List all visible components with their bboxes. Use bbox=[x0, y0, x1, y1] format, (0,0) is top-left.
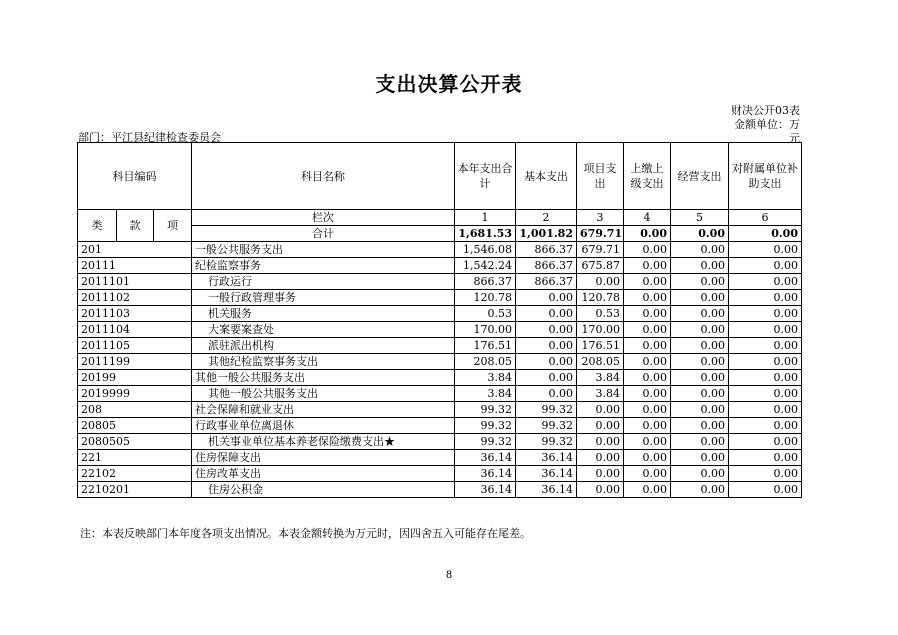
row-subsidy: 0.00 bbox=[729, 434, 802, 450]
row-code: 2011104 bbox=[78, 322, 192, 338]
col-num-4: 4 bbox=[624, 210, 671, 226]
row-subsidy: 0.00 bbox=[729, 306, 802, 322]
row-project: 0.00 bbox=[577, 482, 624, 498]
row-upper: 0.00 bbox=[624, 290, 671, 306]
row-business: 0.00 bbox=[671, 322, 729, 338]
row-subsidy: 0.00 bbox=[729, 370, 802, 386]
table-row bbox=[78, 418, 802, 434]
table-row bbox=[78, 338, 802, 354]
table-row bbox=[78, 402, 802, 418]
row-code: 2011199 bbox=[78, 354, 192, 370]
row-project: 3.84 bbox=[577, 386, 624, 402]
row-code: 2011101 bbox=[78, 274, 192, 290]
row-subsidy: 0.00 bbox=[729, 386, 802, 402]
row-project: 208.05 bbox=[577, 354, 624, 370]
row-total: 3.84 bbox=[455, 386, 516, 402]
table-row bbox=[78, 466, 802, 482]
row-basic: 0.00 bbox=[516, 370, 577, 386]
header-xiang: 项 bbox=[154, 210, 192, 242]
row-upper: 0.00 bbox=[624, 482, 671, 498]
row-total: 36.14 bbox=[455, 450, 516, 466]
department-label: 部门：平江县纪律检查委员会 bbox=[78, 131, 221, 144]
row-upper: 0.00 bbox=[624, 450, 671, 466]
row-upper: 0.00 bbox=[624, 258, 671, 274]
row-project: 0.53 bbox=[577, 306, 624, 322]
row-project: 0.00 bbox=[577, 274, 624, 290]
col-num-2: 2 bbox=[516, 210, 577, 226]
row-upper: 0.00 bbox=[624, 386, 671, 402]
header-subsidy: 对附属单位补助支出 bbox=[729, 143, 802, 210]
header-basic: 基本支出 bbox=[516, 143, 577, 210]
row-subsidy: 0.00 bbox=[729, 482, 802, 498]
row-basic: 99.32 bbox=[516, 434, 577, 450]
row-code: 20805 bbox=[78, 418, 192, 434]
row-upper: 0.00 bbox=[624, 338, 671, 354]
row-upper: 0.00 bbox=[624, 306, 671, 322]
row-subsidy: 0.00 bbox=[729, 402, 802, 418]
row-subsidy: 0.00 bbox=[729, 290, 802, 306]
table-row bbox=[78, 274, 802, 290]
row-name: 社会保障和就业支出 bbox=[192, 402, 455, 418]
row-business: 0.00 bbox=[671, 386, 729, 402]
row-total: 3.84 bbox=[455, 370, 516, 386]
row-subsidy: 0.00 bbox=[729, 450, 802, 466]
row-total: 99.32 bbox=[455, 434, 516, 450]
header-total: 本年支出合计 bbox=[455, 143, 516, 210]
unit-label: 金额单位：万 bbox=[734, 118, 800, 131]
row-total: 170.00 bbox=[455, 322, 516, 338]
row-basic: 36.14 bbox=[516, 450, 577, 466]
row-business: 0.00 bbox=[671, 306, 729, 322]
header-code: 科目编码 bbox=[78, 143, 192, 210]
unit-label-cont: 元 bbox=[789, 132, 800, 145]
row-business: 0.00 bbox=[671, 338, 729, 354]
row-business: 0.00 bbox=[671, 370, 729, 386]
row-code: 2011102 bbox=[78, 290, 192, 306]
row-business: 0.00 bbox=[671, 450, 729, 466]
row-upper: 0.00 bbox=[624, 434, 671, 450]
row-subsidy: 0.00 bbox=[729, 466, 802, 482]
expenditure-table bbox=[77, 142, 802, 498]
row-total: 36.14 bbox=[455, 482, 516, 498]
row-name: 其他一般公共服务支出 bbox=[192, 370, 455, 386]
total-basic: 1,001.82 bbox=[516, 226, 577, 242]
header-project: 项目支出 bbox=[577, 143, 624, 210]
row-basic: 0.00 bbox=[516, 290, 577, 306]
row-name: 住房保障支出 bbox=[192, 450, 455, 466]
row-code: 2080505 bbox=[78, 434, 192, 450]
row-basic: 866.37 bbox=[516, 258, 577, 274]
row-project: 0.00 bbox=[577, 466, 624, 482]
row-project: 679.71 bbox=[577, 242, 624, 258]
row-total: 1,542.24 bbox=[455, 258, 516, 274]
row-name: 纪检监察事务 bbox=[192, 258, 455, 274]
row-business: 0.00 bbox=[671, 434, 729, 450]
row-basic: 99.32 bbox=[516, 418, 577, 434]
row-project: 0.00 bbox=[577, 402, 624, 418]
row-subsidy: 0.00 bbox=[729, 242, 802, 258]
row-basic: 0.00 bbox=[516, 386, 577, 402]
row-total: 1,546.08 bbox=[455, 242, 516, 258]
row-business: 0.00 bbox=[671, 402, 729, 418]
row-business: 0.00 bbox=[671, 482, 729, 498]
col-num-6: 6 bbox=[729, 210, 802, 226]
total-label: 合计 bbox=[192, 226, 455, 242]
row-business: 0.00 bbox=[671, 418, 729, 434]
lanci-label: 栏次 bbox=[192, 210, 455, 226]
row-business: 0.00 bbox=[671, 466, 729, 482]
row-code: 22102 bbox=[78, 466, 192, 482]
row-upper: 0.00 bbox=[624, 418, 671, 434]
row-name: 其他一般公共服务支出 bbox=[192, 386, 455, 402]
row-basic: 0.00 bbox=[516, 306, 577, 322]
table-row bbox=[78, 370, 802, 386]
total-business: 0.00 bbox=[671, 226, 729, 242]
row-name: 行政运行 bbox=[192, 274, 455, 290]
page-title: 支出决算公开表 bbox=[375, 72, 523, 96]
row-code: 2011105 bbox=[78, 338, 192, 354]
row-upper: 0.00 bbox=[624, 242, 671, 258]
row-code: 20111 bbox=[78, 258, 192, 274]
row-total: 99.32 bbox=[455, 418, 516, 434]
row-business: 0.00 bbox=[671, 354, 729, 370]
row-name: 住房公积金 bbox=[192, 482, 455, 498]
row-basic: 36.14 bbox=[516, 466, 577, 482]
row-code: 2210201 bbox=[78, 482, 192, 498]
row-project: 170.00 bbox=[577, 322, 624, 338]
row-code: 201 bbox=[78, 242, 192, 258]
row-total: 208.05 bbox=[455, 354, 516, 370]
table-row bbox=[78, 482, 802, 498]
row-project: 0.00 bbox=[577, 418, 624, 434]
row-code: 20199 bbox=[78, 370, 192, 386]
row-basic: 866.37 bbox=[516, 242, 577, 258]
row-total: 99.32 bbox=[455, 402, 516, 418]
header-business: 经营支出 bbox=[671, 143, 729, 210]
row-name: 一般公共服务支出 bbox=[192, 242, 455, 258]
footnote: 注：本表反映部门本年度各项支出情况。本表金额转换为万元时，因四舍五入可能存在尾差。 bbox=[80, 527, 531, 540]
row-code: 2019999 bbox=[78, 386, 192, 402]
row-upper: 0.00 bbox=[624, 370, 671, 386]
col-num-1: 1 bbox=[455, 210, 516, 226]
header-upper: 上缴上级支出 bbox=[624, 143, 671, 210]
row-name: 机关服务 bbox=[192, 306, 455, 322]
col-num-5: 5 bbox=[671, 210, 729, 226]
table-row bbox=[78, 258, 802, 274]
row-name: 派驻派出机构 bbox=[192, 338, 455, 354]
table-code: 财决公开03表 bbox=[731, 104, 800, 117]
row-business: 0.00 bbox=[671, 274, 729, 290]
row-subsidy: 0.00 bbox=[729, 258, 802, 274]
row-project: 120.78 bbox=[577, 290, 624, 306]
total-subsidy: 0.00 bbox=[729, 226, 802, 242]
lanci-row bbox=[78, 210, 802, 226]
table-row bbox=[78, 354, 802, 370]
row-total: 866.37 bbox=[455, 274, 516, 290]
row-code: 208 bbox=[78, 402, 192, 418]
row-code: 2011103 bbox=[78, 306, 192, 322]
row-basic: 36.14 bbox=[516, 482, 577, 498]
row-upper: 0.00 bbox=[624, 354, 671, 370]
row-basic: 0.00 bbox=[516, 354, 577, 370]
row-upper: 0.00 bbox=[624, 322, 671, 338]
total-total: 1,681.53 bbox=[455, 226, 516, 242]
row-total: 36.14 bbox=[455, 466, 516, 482]
row-name: 其他纪检监察事务支出 bbox=[192, 354, 455, 370]
row-name: 住房改革支出 bbox=[192, 466, 455, 482]
page-number: 8 bbox=[445, 570, 453, 581]
row-upper: 0.00 bbox=[624, 274, 671, 290]
row-code: 221 bbox=[78, 450, 192, 466]
header-kuan: 款 bbox=[117, 210, 154, 242]
row-total: 176.51 bbox=[455, 338, 516, 354]
row-project: 3.84 bbox=[577, 370, 624, 386]
row-total: 120.78 bbox=[455, 290, 516, 306]
table-row bbox=[78, 290, 802, 306]
row-subsidy: 0.00 bbox=[729, 418, 802, 434]
row-project: 176.51 bbox=[577, 338, 624, 354]
row-project: 675.87 bbox=[577, 258, 624, 274]
row-name: 机关事业单位基本养老保险缴费支出★ bbox=[192, 434, 455, 450]
row-subsidy: 0.00 bbox=[729, 338, 802, 354]
row-project: 0.00 bbox=[577, 434, 624, 450]
row-basic: 866.37 bbox=[516, 274, 577, 290]
row-basic: 0.00 bbox=[516, 322, 577, 338]
row-name: 大案要案查处 bbox=[192, 322, 455, 338]
total-project: 679.71 bbox=[577, 226, 624, 242]
row-subsidy: 0.00 bbox=[729, 274, 802, 290]
row-business: 0.00 bbox=[671, 290, 729, 306]
header-name: 科目名称 bbox=[192, 143, 455, 210]
table-row bbox=[78, 322, 802, 338]
row-name: 行政事业单位离退休 bbox=[192, 418, 455, 434]
row-name: 一般行政管理事务 bbox=[192, 290, 455, 306]
table-row bbox=[78, 450, 802, 466]
header-row bbox=[78, 143, 802, 210]
row-upper: 0.00 bbox=[624, 402, 671, 418]
row-upper: 0.00 bbox=[624, 466, 671, 482]
table-row bbox=[78, 386, 802, 402]
row-business: 0.00 bbox=[671, 258, 729, 274]
total-upper: 0.00 bbox=[624, 226, 671, 242]
row-subsidy: 0.00 bbox=[729, 322, 802, 338]
header-lei: 类 bbox=[78, 210, 117, 242]
col-num-3: 3 bbox=[577, 210, 624, 226]
table-row bbox=[78, 242, 802, 258]
row-basic: 99.32 bbox=[516, 402, 577, 418]
table-row bbox=[78, 306, 802, 322]
row-project: 0.00 bbox=[577, 450, 624, 466]
row-basic: 0.00 bbox=[516, 338, 577, 354]
row-subsidy: 0.00 bbox=[729, 354, 802, 370]
row-total: 0.53 bbox=[455, 306, 516, 322]
table-row bbox=[78, 434, 802, 450]
row-business: 0.00 bbox=[671, 242, 729, 258]
